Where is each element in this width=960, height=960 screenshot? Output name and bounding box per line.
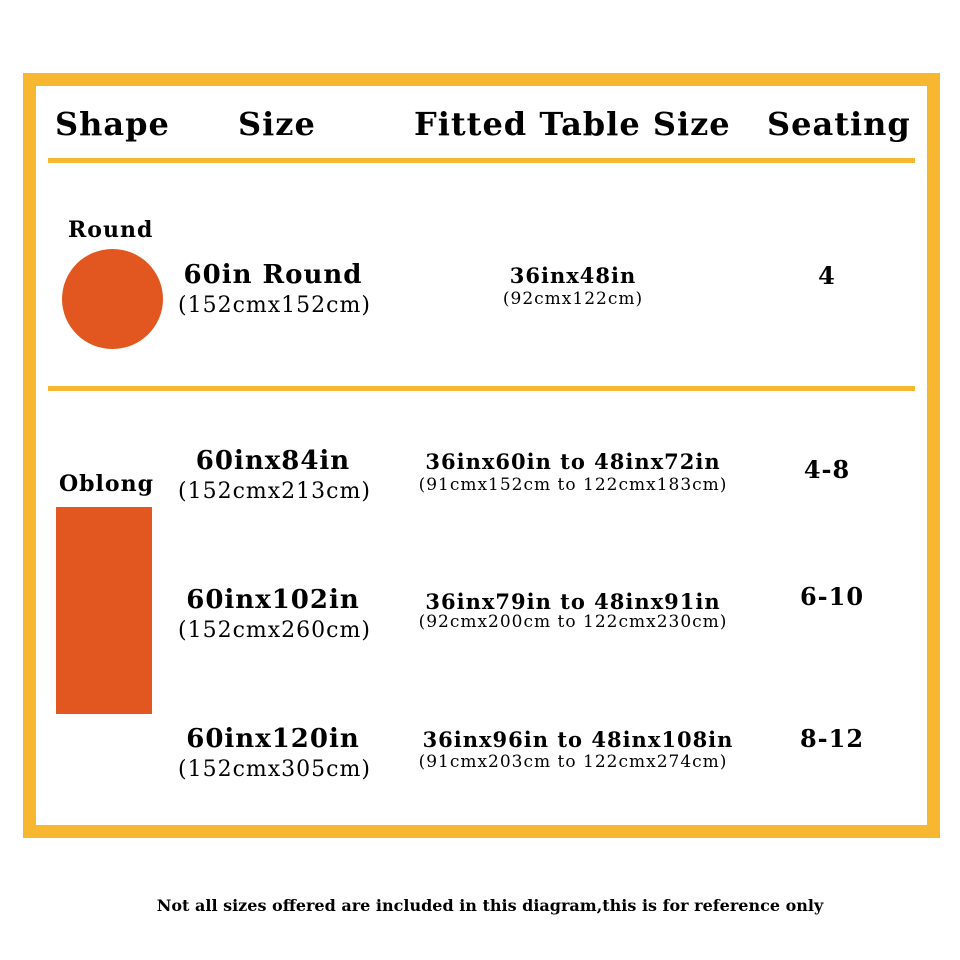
size-metric-oblong-2: (152cmx260cm) [178,618,371,643]
size-metric-round: (152cmx152cm) [178,293,371,318]
fitted-metric-oblong-1: (91cmx152cm to 122cmx183cm) [418,475,728,495]
size-oblong-2: 60inx102in [186,585,360,615]
header-shape: Shape [55,105,170,143]
oblong-shape-icon [56,507,152,714]
seating-oblong-1: 4-8 [803,455,851,484]
footnote: Not all sizes offered are included in this diagram,this is for reference only [156,896,824,915]
seating-round: 4 [818,261,836,290]
fitted-metric-oblong-3: (91cmx203cm to 122cmx274cm) [418,752,728,772]
seating-oblong-3: 8-12 [799,724,865,753]
seating-oblong-2: 6-10 [799,582,865,611]
size-round: 60in Round [183,260,363,290]
size-oblong-1: 60inx84in [195,446,351,476]
group-divider [48,386,915,391]
header-seating: Seating [767,105,911,143]
header-divider [48,158,915,163]
size-metric-oblong-3: (152cmx305cm) [178,757,371,782]
fitted-metric-oblong-2: (92cmx200cm to 122cmx230cm) [418,612,728,632]
header-fitted-table-size: Fitted Table Size [414,105,731,143]
fitted-oblong-1: 36inx60in to 48inx72in [425,449,721,474]
shape-label-oblong: Oblong [59,471,154,497]
shape-label-round: Round [68,217,154,243]
header-size: Size [238,105,316,143]
fitted-metric-round: (92cmx122cm) [502,289,644,309]
fitted-round: 36inx48in [509,263,637,288]
size-metric-oblong-1: (152cmx213cm) [178,479,371,504]
fitted-oblong-3: 36inx96in to 48inx108in [422,727,734,752]
size-oblong-3: 60inx120in [186,724,360,754]
fitted-oblong-2: 36inx79in to 48inx91in [425,589,721,614]
round-shape-icon [62,249,163,349]
